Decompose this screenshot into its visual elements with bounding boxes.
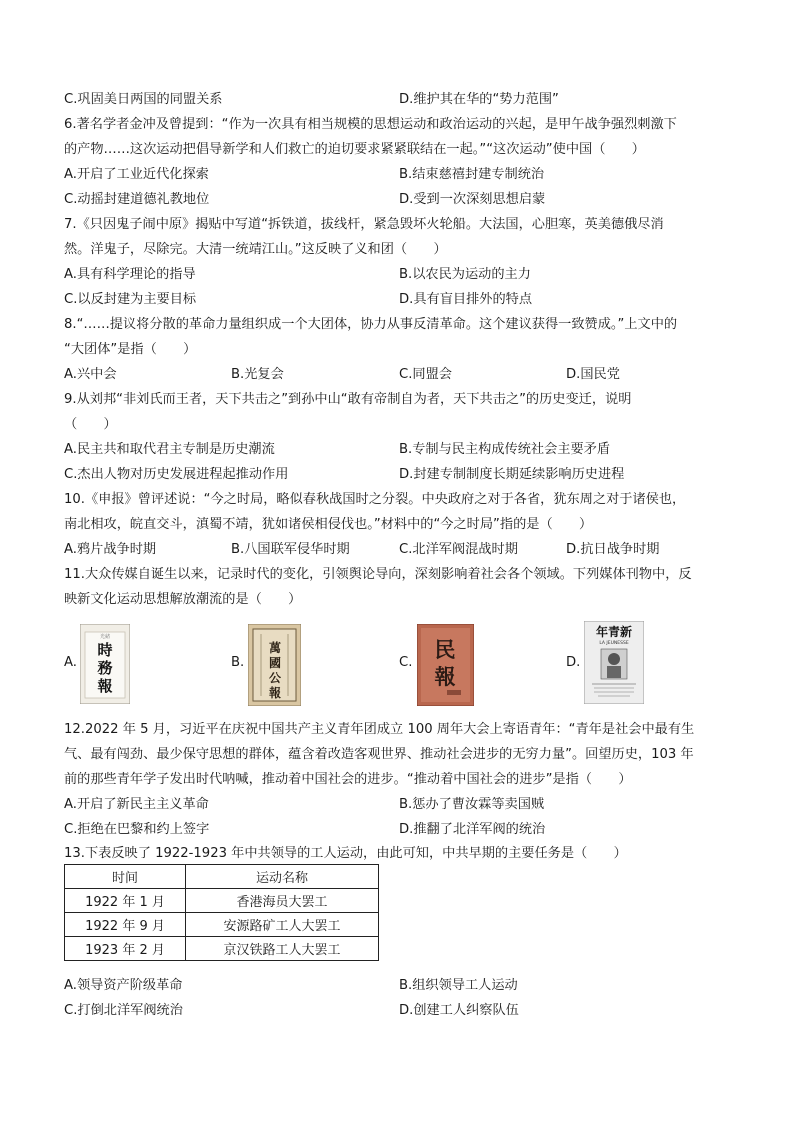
question-7-option-c: C.以反封建为主要目标 (64, 292, 197, 307)
question-10-option-d: D.抗日战争时期 (566, 542, 660, 557)
table-row (65, 889, 379, 913)
question-7-option-d: D.具有盲目排外的特点 (399, 292, 533, 307)
question-13-option-c: C.打倒北洋军阀统治 (64, 1003, 183, 1018)
question-7-option-b: B.以农民为运动的主力 (399, 267, 531, 282)
question-7-stem-line2: 然。洋鬼子，尽除完。大清一统靖江山。”这反映了义和团（ ） (64, 242, 447, 257)
question-12-option-b: B.惩办了曹汝霖等卖国贼 (399, 797, 545, 812)
option-q5-d: D.维护其在华的“势力范围” (399, 92, 559, 107)
question-12-option-d: D.推翻了北洋军阀的统治 (399, 822, 546, 837)
question-11-stem-line2: 映新文化运动思想解放潮流的是（ ） (64, 592, 302, 607)
table-header-row (65, 865, 379, 889)
question-6-option-a: A.开启了工业近代化探索 (64, 167, 209, 182)
table-row (65, 937, 379, 961)
table-cell-time: 1923 年 2 月 (65, 937, 186, 961)
question-7-option-a: A.具有科学理论的指导 (64, 267, 196, 282)
question-7-stem-line1: 7.《只因鬼子闹中原》揭贴中写道“拆铁道，拔线杆，紧急毁坏火轮船。大法国，心胆寒，英美德俄尽消 (64, 217, 664, 232)
question-8-stem-line2: “大团体”是指（ ） (64, 342, 197, 357)
option-q5-c: C.巩固美日两国的同盟关系 (64, 92, 223, 107)
question-10-stem-line2: 南北相攻，皖直交斗，滇蜀不靖，犹如诸侯相侵伐也。”材料中的“今之时局”指的是（ ） (64, 517, 593, 532)
minbao-title-char-1: 民 (434, 637, 456, 662)
table-header: 运动名称 (186, 865, 379, 889)
question-9-option-b: B.专制与民主构成传统社会主要矛盾 (399, 442, 611, 457)
table-row (65, 913, 379, 937)
question-8-option-a: A.兴中会 (64, 367, 117, 382)
question-6-stem-line2: 的产物……这次运动把倡导新学和人们救亡的迫切要求紧紧联结在一起。”“这次运动”使中国（ ） (64, 142, 645, 157)
wanguo-gongbao-image (248, 624, 301, 706)
question-13-option-d: D.创建工人纠察队伍 (399, 1003, 519, 1018)
question-8-option-c: C.同盟会 (399, 367, 452, 382)
table-cell-movement: 安源路矿工人大罢工 (186, 913, 379, 937)
question-8-option-d: D.国民党 (566, 367, 620, 382)
question-6-option-c: C.动摇封建道德礼教地位 (64, 192, 210, 207)
question-6-option-b: B.结束慈禧封建专制统治 (399, 167, 545, 182)
labor-movement-table (64, 864, 379, 961)
table-cell-time: 1922 年 9 月 (65, 913, 186, 937)
question-13-option-b: B.组织领导工人运动 (399, 978, 518, 993)
question-10-option-a: A.鸦片战争时期 (64, 542, 157, 557)
question-13-option-a: A.领导资产阶级革命 (64, 978, 183, 993)
question-9-option-a: A.民主共和取代君主专制是历史潮流 (64, 442, 275, 457)
question-12-stem-line1: 12.2022 年 5 月，习近平在庆祝中国共产主义青年团成立 100 周年大会上寄语青年：“青年是社会中最有生 (64, 722, 695, 737)
question-9-stem-line2: （ ） (64, 417, 117, 432)
shiwubao-image (80, 624, 130, 704)
wanguo-title-char-1: 萬 (268, 641, 282, 655)
question-12-option-c: C.拒绝在巴黎和约上签字 (64, 822, 210, 837)
question-9-stem-line1: 9.从刘邦“非刘氏而王者，天下共击之”到孙中山“敢有帝制自为者，天下共击之”的历史变迁，说明 (64, 392, 632, 407)
question-12-stem-line2: 气、最有闯劲、最少保守思想的群体，蕴含着改造客观世界、推动社会进步的无穷力量”。回望历史，103 年 (64, 747, 694, 762)
question-11-option-b-label: B. (231, 655, 245, 670)
question-10-option-c: C.北洋军阀混战时期 (399, 542, 518, 557)
wanguo-title-char-2: 國 (268, 656, 282, 670)
question-9-option-c: C.杰出人物对历史发展进程起推动作用 (64, 467, 289, 482)
wanguo-title-char-4: 報 (268, 686, 282, 700)
minbao-image (417, 624, 474, 706)
xinqingnian-subtitle: LA JEUNESSE (599, 641, 629, 646)
shiwubao-title-char-1: 時 (97, 641, 113, 659)
question-12-option-a: A.开启了新民主主义革命 (64, 797, 209, 812)
xinqingnian-image (584, 621, 644, 704)
question-11-option-c-label: C. (399, 655, 413, 670)
minbao-title-char-2: 報 (434, 664, 456, 689)
xinqingnian-title: 年青新 (595, 625, 633, 639)
question-13-stem: 13.下表反映了 1922-1923 年中共领导的工人运动，由此可知，中共早期的主要任务是（ ） (64, 846, 627, 861)
question-6-option-d: D.受到一次深刻思想启蒙 (399, 192, 546, 207)
question-10-stem-line1: 10.《申报》曾评述说：“今之时局，略似春秋战国时之分裂。中央政府之对于各省，犹东周之对于诸侯也， (64, 492, 686, 507)
question-11-stem-line1: 11.大众传媒自诞生以来，记录时代的变化，引领舆论导向，深刻影响着社会各个领域。下列媒体刊物中，反 (64, 567, 692, 582)
question-8-option-b: B.光复会 (231, 367, 284, 382)
table-cell-movement: 香港海员大罢工 (186, 889, 379, 913)
wanguo-title-char-3: 公 (268, 671, 282, 685)
question-11-option-d-label: D. (566, 655, 581, 670)
question-9-option-d: D.封建专制制度长期延续影响历史进程 (399, 467, 625, 482)
table-cell-movement: 京汉铁路工人大罢工 (186, 937, 379, 961)
svg-text:光緒: 光緒 (99, 634, 111, 640)
question-12-stem-line3: 前的那些青年学子发出时代呐喊，推动着中国社会的进步。“推动着中国社会的进步”是指（ ） (64, 772, 632, 787)
shiwubao-title-char-3: 報 (97, 677, 113, 695)
table-cell-time: 1922 年 1 月 (65, 889, 186, 913)
table-header: 时间 (65, 865, 186, 889)
question-10-option-b: B.八国联军侵华时期 (231, 542, 350, 557)
shiwubao-title-char-2: 務 (97, 659, 113, 677)
question-11-option-a-label: A. (64, 655, 77, 670)
question-6-stem-line1: 6.著名学者金冲及曾提到：“作为一次具有相当规模的思想运动和政治运动的兴起，是甲午战争强烈刺激下 (64, 117, 677, 132)
question-8-stem-line1: 8.“……提议将分散的革命力量组织成一个大团体，协力从事反清革命。这个建议获得一致赞成。”上文中的 (64, 317, 678, 332)
